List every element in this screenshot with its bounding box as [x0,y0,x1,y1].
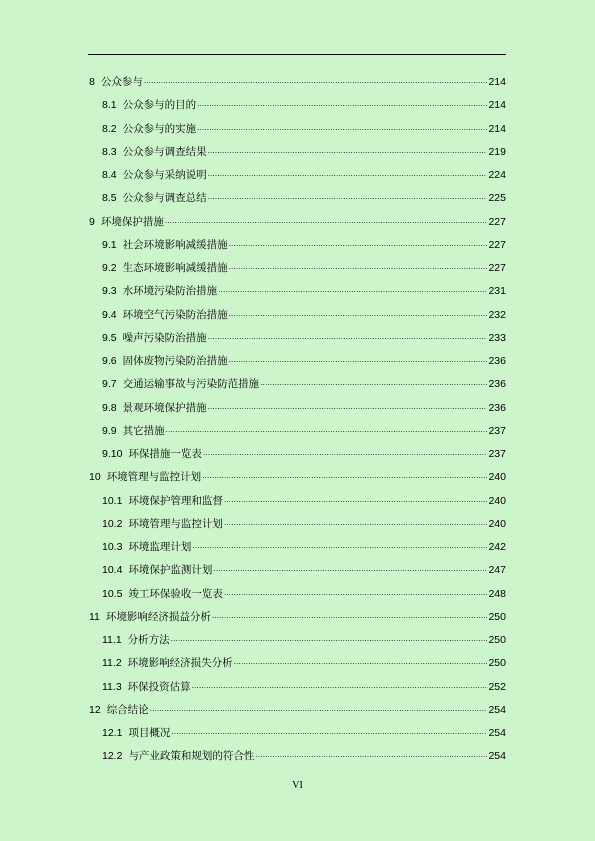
toc-entry-page: 254 [488,727,506,739]
toc-entry-number: 8.3 [102,145,117,158]
toc-entry-page: 236 [488,355,506,367]
toc-entry-page: 237 [488,424,506,437]
toc-entry[interactable] [102,627,506,647]
toc-entry[interactable] [102,511,506,531]
toc-entry-page: 240 [488,517,506,530]
page-number: VI [292,780,303,791]
toc-entry-number: 9 [89,215,95,228]
toc-dot-leader [202,470,487,484]
toc-entry-number: 9.6 [102,355,117,367]
toc-entry-page: 250 [488,610,506,623]
toc-entry[interactable] [102,674,506,694]
toc-entry-number: 9.9 [102,424,117,437]
toc-entry[interactable] [102,278,506,298]
toc-entry-title: 综合结论 [106,703,149,716]
toc-entry-page: 227 [488,215,506,228]
toc-entry-page: 240 [488,471,506,484]
toc-entry[interactable] [102,418,506,438]
toc-entry-number: 9.4 [102,308,117,321]
toc-entry[interactable] [89,697,506,717]
toc-dot-leader [192,680,488,694]
toc-entry-number: 9.3 [102,285,117,298]
toc-entry[interactable] [102,371,506,391]
toc-entry-title: 公众参与调查总结 [122,192,207,205]
toc-entry-number: 11.2 [102,657,122,670]
toc-dot-leader [150,703,488,717]
toc-dot-leader [229,308,488,322]
toc-entry-title: 固体废物污染防治措施 [122,355,228,367]
toc-entry-number: 8.2 [102,122,117,135]
toc-entry-number: 11.3 [102,680,122,693]
toc-dot-leader [213,563,487,577]
toc-dot-leader [171,633,488,647]
toc-entry-page: 248 [488,587,506,600]
toc-entry-number: 10.5 [102,587,123,600]
toc-dot-leader [224,587,488,601]
toc-entry[interactable] [102,92,506,112]
toc-entry-page: 242 [488,541,506,553]
toc-entry[interactable] [102,534,506,554]
toc-entry-title: 环境影响经济损益分析 [105,610,211,623]
toc-entry-number: 10.4 [102,564,123,577]
toc-entry[interactable] [102,650,506,670]
toc-entry[interactable] [102,162,506,182]
toc-dot-leader [229,238,488,252]
toc-entry-title: 社会环境影响减缓措施 [122,238,228,251]
toc-entry-number: 9.8 [102,401,117,414]
toc-entry-page: 240 [488,494,506,507]
toc-entry[interactable] [102,232,506,252]
toc-entry-title: 环境空气污染防治措施 [122,308,228,321]
toc-entry-page: 214 [488,122,506,135]
toc-entry[interactable] [102,302,506,322]
toc-entry[interactable] [102,557,506,577]
toc-dot-leader [197,98,487,112]
toc-dot-leader [224,517,488,531]
toc-entry-title: 环保投资估算 [127,680,191,693]
toc-entry-number: 10.3 [102,541,123,553]
toc-entry-title: 项目概况 [128,727,171,739]
toc-entry-number: 9.1 [102,238,117,251]
toc-entry[interactable] [102,743,506,763]
toc-entry[interactable] [102,441,506,461]
toc-entry[interactable] [102,185,506,205]
toc-entry-title: 噪声污染防治措施 [122,331,207,344]
toc-entry-page: 232 [488,308,506,321]
toc-entry-title: 环境保护管理和监督 [128,494,223,507]
toc-entry[interactable] [102,348,506,368]
toc-dot-leader [212,610,488,624]
toc-dot-leader [165,215,488,229]
toc-entry-number: 8.1 [102,99,117,112]
toc-entry[interactable] [89,69,506,89]
toc-entry-number: 9.2 [102,262,117,274]
toc-entry-title: 公众参与 [100,76,143,88]
toc-dot-leader [208,191,488,205]
toc-entry[interactable] [89,604,506,624]
toc-entry-title: 分析方法 [127,634,170,646]
toc-entry-title: 公众参与的实施 [122,122,197,135]
toc-entry[interactable] [89,464,506,484]
toc-dot-leader [234,656,488,670]
toc-entry-page: 227 [488,262,506,274]
toc-entry-page: 219 [488,145,506,158]
toc-dot-leader [203,447,488,461]
toc-entry-title: 环保措施一览表 [128,448,202,460]
toc-dot-leader [144,75,488,89]
toc-entry-page: 233 [488,331,506,344]
toc-entry-title: 环境影响经济损失分析 [127,657,233,670]
toc-entry-page: 250 [488,657,506,670]
toc-entry-number: 11.1 [102,634,122,646]
toc-entry-number: 12.2 [102,750,123,763]
toc-dot-leader [229,354,488,368]
toc-entry-title: 公众参与调查结果 [122,145,207,158]
toc-entry-title: 交通运输事故与污染防范措施 [122,378,260,391]
toc-entry-number: 8.5 [102,192,117,205]
toc-dot-leader [224,494,488,508]
toc-entry[interactable] [102,116,506,136]
toc-entry-number: 12.1 [102,727,123,739]
toc-entry[interactable] [102,255,506,275]
toc-entry-title: 生态环境影响减缓措施 [122,262,228,274]
toc-dot-leader [171,726,487,740]
toc-entry-page: 224 [488,169,506,181]
toc-entry-page: 254 [488,703,506,716]
toc-entry-number: 11 [89,610,100,623]
toc-dot-leader [166,424,488,438]
toc-entry-number: 10.2 [102,517,123,530]
toc-dot-leader [229,261,488,275]
toc-entry-number: 12 [89,703,101,716]
toc-dot-leader [208,401,488,415]
toc-entry-title: 水环境污染防治措施 [122,285,218,298]
toc-entry-title: 公众参与的目的 [122,99,197,112]
toc-entry-number: 8 [89,76,95,88]
toc-entry-title: 环境保护措施 [100,215,164,228]
toc-dot-leader [260,377,487,391]
toc-entry-page: 231 [488,285,506,298]
toc-entry-title: 环境监理计划 [128,541,192,553]
toc-dot-leader [192,540,487,554]
toc-entry[interactable] [102,488,506,508]
toc-entry-page: 214 [488,99,506,112]
toc-entry-page: 250 [488,634,506,646]
toc-entry-page: 236 [488,401,506,414]
toc-entry-page: 227 [488,238,506,251]
toc-entry-title: 竣工环保验收一览表 [128,587,223,600]
toc-entry-number: 8.4 [102,169,117,181]
toc-dot-leader [208,331,488,345]
toc-entry-page: 252 [488,680,506,693]
toc-entry[interactable] [102,325,506,345]
toc-entry-page: 214 [488,76,506,88]
toc-entry-title: 环境管理与监控计划 [106,471,202,484]
toc-entry-title: 与产业政策和规划的符合性 [128,750,255,763]
toc-entry-number: 9.10 [102,448,123,460]
toc-entry-page: 254 [488,750,506,763]
toc-entry[interactable] [89,209,506,229]
toc-entry[interactable] [102,581,506,601]
toc-entry-number: 9.7 [102,378,117,391]
toc-entry-title: 环境管理与监控计划 [128,517,223,530]
toc-entry[interactable] [102,395,506,415]
toc-dot-leader [208,145,488,159]
toc-entry[interactable] [102,139,506,159]
toc-dot-leader [218,284,487,298]
toc-entry-number: 9.5 [102,331,117,344]
toc-dot-leader [208,168,488,182]
toc-entry-number: 10 [89,471,101,484]
toc-dot-leader [197,122,487,136]
toc-entry-title: 景观环境保护措施 [122,401,207,414]
header-rule [88,54,506,55]
toc-entry-number: 10.1 [102,494,123,507]
toc-entry[interactable] [102,720,506,740]
toc-entry-title: 其它措施 [122,424,165,437]
toc-entry-page: 225 [488,192,506,205]
toc-entry-page: 247 [488,564,506,577]
toc-entry-title: 环境保护监测计划 [128,564,213,577]
toc-dot-leader [255,749,487,763]
toc-entry-page: 236 [488,378,506,391]
toc-entry-page: 237 [488,448,506,460]
toc-entry-title: 公众参与采纳说明 [122,169,207,181]
